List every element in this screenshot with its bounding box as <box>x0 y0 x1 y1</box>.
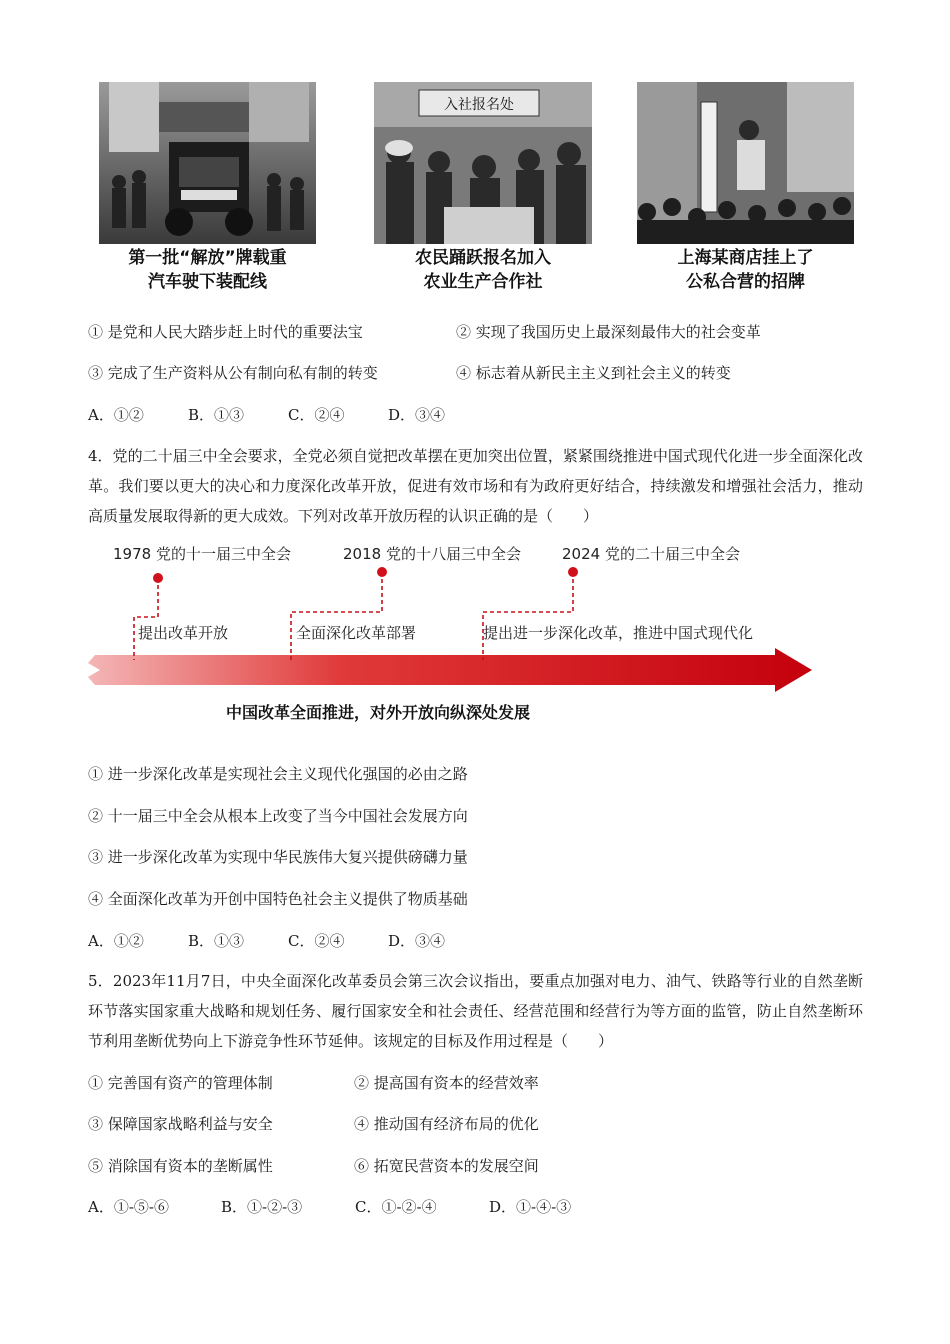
q5-option-6: ⑥ 拓宽民营资本的发展空间 <box>354 1157 539 1175</box>
answer-choice-d[interactable]: D．③④ <box>388 932 446 950</box>
q4-option-3: ③ 进一步深化改革为实现中华民族伟大复兴提供磅礴力量 <box>88 848 468 866</box>
answer-choice-b[interactable]: B．①③ <box>188 932 245 950</box>
timeline-connector-1978 <box>134 578 158 660</box>
answer-choice-d[interactable]: D．①-④-③ <box>489 1198 572 1216</box>
caption-line: 汽车驶下装配线 <box>148 272 267 292</box>
answer-choice-b[interactable]: B．①-②-③ <box>221 1198 303 1216</box>
q4-option-2: ② 十一届三中全会从根本上改变了当今中国社会发展方向 <box>88 807 468 825</box>
timeline-dot-2018 <box>377 567 387 577</box>
timeline-dot-1978 <box>153 573 163 583</box>
timeline-caption: 中国改革全面推进，对外开放向纵深处发展 <box>226 703 531 722</box>
timeline-event-2018-label: 全面深化改革部署 <box>296 624 417 642</box>
q3-option-3: ③ 完成了生产资料从公有制向私有制的转变 <box>88 364 378 382</box>
timeline-event-2018-title: 2018 党的十八届三中全会 <box>343 545 521 563</box>
q3-option-2: ② 实现了我国历史上最深刻最伟大的社会变革 <box>456 323 761 341</box>
answer-choice-c[interactable]: C．②④ <box>288 932 345 950</box>
answer-choice-c[interactable]: C．②④ <box>288 406 345 424</box>
caption-line: 农业生产合作社 <box>423 272 543 292</box>
timeline-connector-2024 <box>483 572 573 660</box>
q5-option-3: ③ 保障国家战略利益与安全 <box>88 1115 273 1133</box>
caption-line: 农民踊跃报名加入 <box>415 248 551 268</box>
answer-choice-b[interactable]: B．①③ <box>188 406 245 424</box>
timeline-dot-2024 <box>568 567 578 577</box>
answer-choice-d[interactable]: D．③④ <box>388 406 446 424</box>
q3-option-1: ① 是党和人民大踏步赶上时代的重要法宝 <box>88 323 363 341</box>
timeline-arrow <box>88 648 812 692</box>
q5-option-1: ① 完善国有资产的管理体制 <box>88 1074 273 1092</box>
timeline-event-1978-label: 提出改革开放 <box>138 624 229 642</box>
q4-stem: 4．党的二十届三中全会要求，全党必须自觉把改革摆在更加突出位置，紧紧围绕推进中国式现代化进一步全面深化改革。我们要以更大的决心和力度深化改革开放，促进有效市场和有为政府更好结合，持续激发和增强社会活力，推动高质量发展取得新的更大成效。下列对改革开放历程的认识正确的是（ ） <box>88 447 863 525</box>
cooperative-sign-text: 入社报名处 <box>444 97 514 113</box>
q3-option-4: ④ 标志着从新民主主义到社会主义的转变 <box>456 364 731 382</box>
timeline-event-1978-title: 1978 党的十一届三中全会 <box>113 545 291 563</box>
timeline-event-2024-label: 提出进一步深化改革，推进中国式现代化 <box>483 624 754 642</box>
answer-choice-a[interactable]: A．①-⑤-⑥ <box>88 1198 169 1216</box>
timeline-event-2024-title: 2024 党的二十届三中全会 <box>562 545 740 563</box>
q5-stem: 5．2023年11月7日，中央全面深化改革委员会第三次会议指出，要重点加强对电力、油气、铁路等行业的自然垄断环节落实国家重大战略和规划任务、履行国家安全和社会责任、经营范围和经营行为等方面的监管，防止自然垄断环节利用垄断优势向上下游竞争性环节延伸。该规定的目标及作用过程是（ ） <box>88 972 863 1050</box>
answer-choice-a[interactable]: A．①② <box>88 932 144 950</box>
caption-line: 上海某商店挂上了 <box>677 248 814 268</box>
q5-option-5: ⑤ 消除国有资本的垄断属性 <box>88 1157 273 1175</box>
q4-option-4: ④ 全面深化改革为开创中国特色社会主义提供了物质基础 <box>88 890 468 908</box>
q4-option-1: ① 进一步深化改革是实现社会主义现代化强国的必由之路 <box>88 765 468 783</box>
q4-answer-choices <box>88 931 488 951</box>
answer-choice-a[interactable]: A．①② <box>88 406 144 424</box>
q5-option-2: ② 提高国有资本的经营效率 <box>354 1074 539 1092</box>
q5-answer-choices <box>88 1197 623 1217</box>
q5-option-4: ④ 推动国有经济布局的优化 <box>354 1115 539 1133</box>
timeline-connector-2018 <box>291 572 382 660</box>
caption-line: 第一批“解放”牌载重 <box>128 248 287 268</box>
caption-line: 公私合营的招牌 <box>686 272 805 292</box>
answer-choice-c[interactable]: C．①-②-④ <box>355 1198 437 1216</box>
